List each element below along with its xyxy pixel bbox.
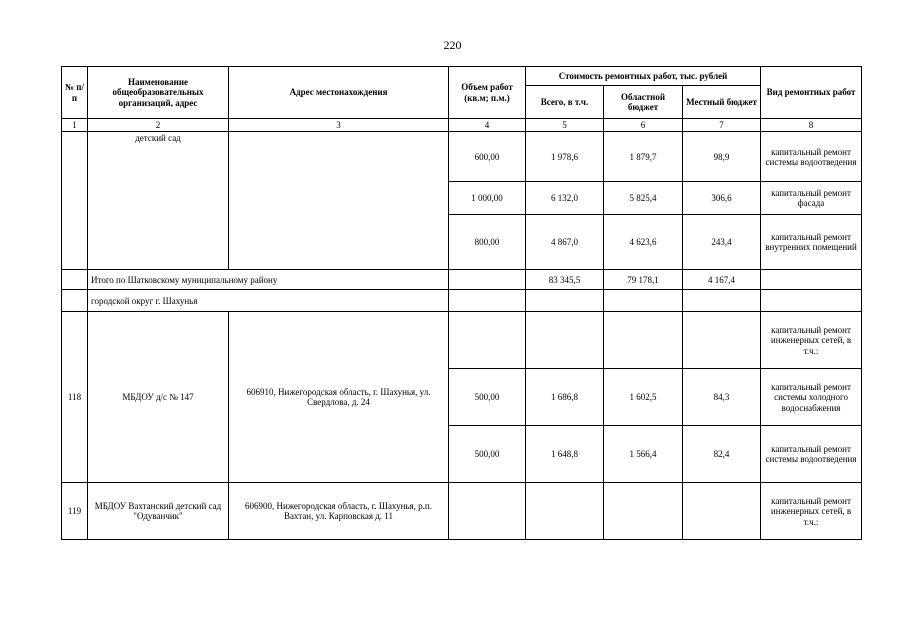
header-work-type: Вид ремонтных работ (761, 67, 862, 119)
regional-cell: 1 602,5 (604, 369, 683, 426)
column-number: 3 (229, 119, 449, 132)
regional-cell: 5 825,4 (604, 182, 683, 215)
total-cell: 6 132,0 (526, 182, 604, 215)
local-cell: 306,6 (683, 182, 761, 215)
volume-cell (449, 312, 526, 369)
header-name: Наименование общеобразовательных организаций, адрес (88, 67, 229, 119)
work-type-cell: капитальный ремонт внутренних помещений (761, 215, 862, 270)
local-cell: 84,3 (683, 369, 761, 426)
item-number: 119 (62, 483, 88, 540)
header-volume: Объем работ (кв.м; п.м.) (449, 67, 526, 119)
volume-cell: 500,00 (449, 369, 526, 426)
column-numbers-row (62, 119, 862, 132)
subtotal-regional: 79 178,1 (604, 270, 683, 290)
district-label: городской округ г. Шахунья (88, 290, 449, 312)
total-cell: 1 686,8 (526, 369, 604, 426)
work-type-cell: капитальный ремонт фасада (761, 182, 862, 215)
volume-cell: 800,00 (449, 215, 526, 270)
column-number: 8 (761, 119, 862, 132)
local-cell: 82,4 (683, 426, 761, 483)
subtotal-local: 4 167,4 (683, 270, 761, 290)
organization-address: 606900, Нижегородская область, г. Шахунья, р.п. Вахтан, ул. Карповская д. 11 (229, 483, 449, 540)
organization-name: МБДОУ Вахтанский детский сад "Одуванчик" (88, 483, 229, 540)
column-number: 4 (449, 119, 526, 132)
volume-cell: 600,00 (449, 132, 526, 182)
header-cost-group: Стоимость ремонтных работ, тыс. рублей (526, 67, 761, 86)
local-cell (683, 312, 761, 369)
column-number: 7 (683, 119, 761, 132)
subtotal-total: 83 345,5 (526, 270, 604, 290)
total-cell: 1 978,6 (526, 132, 604, 182)
header-local: Местный бюджет (683, 86, 761, 119)
regional-cell: 4 623,6 (604, 215, 683, 270)
item-number: 118 (62, 312, 88, 483)
organization-address: 606910, Нижегородская область, г. Шахунья, ул. Свердлова, д. 24 (229, 312, 449, 483)
local-cell: 98,9 (683, 132, 761, 182)
total-cell (526, 312, 604, 369)
continued-name-cell: детский сад (88, 132, 229, 270)
organization-name: МБДОУ д/с № 147 (88, 312, 229, 483)
table-row (62, 483, 862, 540)
regional-cell (604, 312, 683, 369)
repair-works-table (61, 66, 862, 540)
page-number: 220 (443, 38, 462, 52)
header-total: Всего, в т.ч. (526, 86, 604, 119)
column-number: 5 (526, 119, 604, 132)
work-type-cell: капитальный ремонт системы водоотведения (761, 132, 862, 182)
local-cell: 243,4 (683, 215, 761, 270)
work-type-cell: капитальный ремонт инженерных сетей, в т.ч.: (761, 483, 862, 540)
district-row (62, 290, 862, 312)
work-type-cell: капитальный ремонт системы водоотведения (761, 426, 862, 483)
header-regional: Областной бюджет (604, 86, 683, 119)
volume-cell: 1 000,00 (449, 182, 526, 215)
column-number: 1 (62, 119, 88, 132)
table-row (62, 132, 862, 182)
regional-cell: 1 879,7 (604, 132, 683, 182)
total-cell: 1 648,8 (526, 426, 604, 483)
subtotal-row (62, 270, 862, 290)
column-number: 6 (604, 119, 683, 132)
column-number: 2 (88, 119, 229, 132)
volume-cell: 500,00 (449, 426, 526, 483)
header-address: Адрес местонахождения (229, 67, 449, 119)
regional-cell: 1 566,4 (604, 426, 683, 483)
subtotal-label: Итого по Шатковскому муниципальному району (88, 270, 449, 290)
work-type-cell: капитальный ремонт системы холодного водоснабжения (761, 369, 862, 426)
table-row (62, 312, 862, 369)
work-type-cell: капитальный ремонт инженерных сетей, в т.ч.: (761, 312, 862, 369)
header-num: № п/п (62, 67, 88, 119)
total-cell: 4 867,0 (526, 215, 604, 270)
